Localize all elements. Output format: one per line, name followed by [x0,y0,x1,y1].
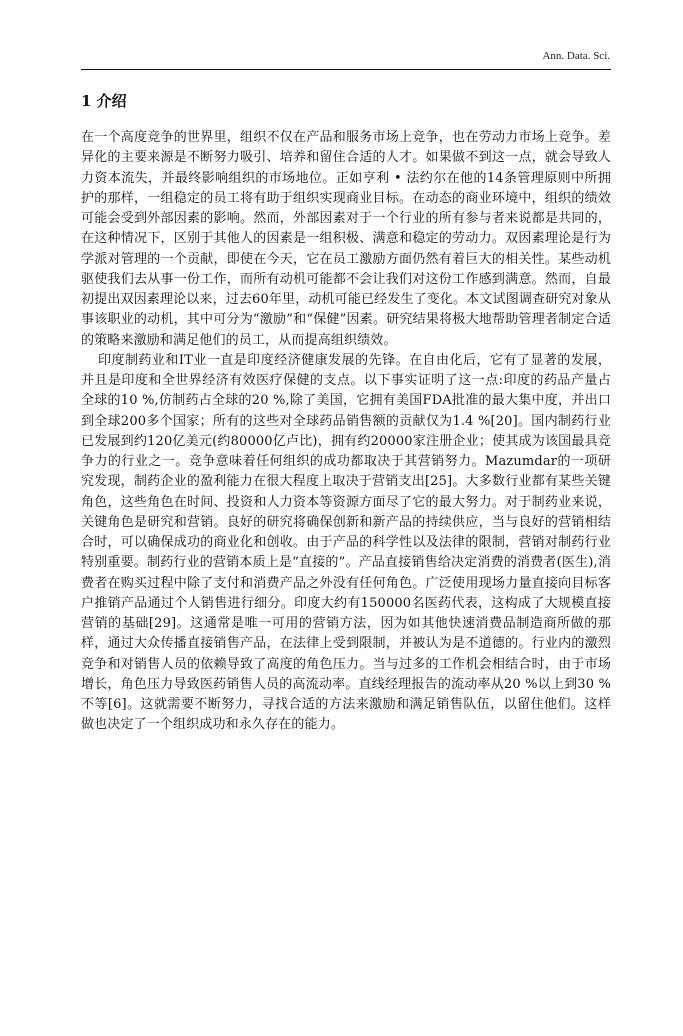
paragraph-pharma-industry: 印度制药业和IT业一直是印度经济健康发展的先锋。在自由化后，它有了显著的发展，并且是印度和全世界经济有效医疗保健的支点。以下事实证明了这一点:印度的药品产量占全球的10 %,仿制药占全球的20 %,除了美国，它拥有美国FDA批准的最大集中度，并出口到全球200多个国家；所有的这些对全球药品销售额的贡献仅为1.4 %[20]。国内制药行业已发展到约120亿美元(约80000亿卢比)，拥有约20000家注册企业；使其成为该国最具竞争力的行业之一。竞争意味着任何组织的成功都取决于其营销努力。Mazumdar的一项研究发现，制药企业的盈利能力在很大程度上取决于营销支出[25]。大多数行业都有某些关键角色，这些角色在时间、投资和人力资本等资源方面尽了它的最大努力。对于制药业来说，关键角色是研究和营销。良好的研究将确保创新和新产品的持续供应，当与良好的营销相结合时，可以确保成功的商业化和创收。由于产品的科学性以及法律的限制，营销对制药行业特别重要。制药行业的营销本质上是“直接的”。产品直接销售给决定消费的消费者(医生),消费者在购买过程中除了支付和消费产品之外没有任何角色。广泛使用现场力量直接向目标客户推销产品通过个人销售进行细分。印度大约有150000名医药代表，这构成了大规模直接营销的基础[29]。这通常是唯一可用的营销方法，因为如其他快速消费品制造商所做的那样，通过大众传播直接销售产品，在法律上受到限制，并被认为是不道德的。行业内的激烈竞争和对销售人员的依赖导致了高度的角色压力。当与过多的工作机会相结合时，由于市场增长，角色压力导致医药销售人员的高流动率。直线经理报告的流动率从20 %以上到30 %不等[6]。这就需要不断努力，寻找合适的方法来激励和满足销售队伍，以留住他们。这样做也决定了一个组织成功和永久存在的能力。 [81,352,611,733]
body-text [81,128,611,736]
section-heading: 1 介绍 [81,92,127,110]
running-header-journal: Ann. Data. Sci. [542,50,610,62]
header-rule [81,69,611,70]
paragraph-introduction: 在一个高度竞争的世界里，组织不仅在产品和服务市场上竞争，也在劳动力市场上竞争。差异化的主要来源是不断努力吸引、培养和留住合适的人才。如果做不到这一点，就会导致人力资本流失，并最终影响组织的市场地位。正如亨利 • 法约尔在他的14条管理原则中所拥护的那样，一组稳定的员工将有助于组织实现商业目标。在动态的商业环境中，组织的绩效可能会受到外部因素的影响。然而，外部因素对于一个行业的所有参与者来说都是共同的，在这种情况下，区别于其他人的因素是一组积极、满意和稳定的劳动力。双因素理论是行为学派对管理的一个贡献，即使在今天，它在员工激励方面仍然有着巨大的相关性。某些动机驱使我们去从事一份工作，而所有动机可能都不会让我们对这份工作感到满意。然而，自最初提出双因素理论以来，过去60年里，动机可能已经发生了变化。本文试图调查研究对象从事该职业的动机，其中可分为“激励”和“保健”因素。研究结果将极大地帮助管理者制定合适的策略来激励和满足他们的员工，从而提高组织绩效。 [81,130,611,348]
